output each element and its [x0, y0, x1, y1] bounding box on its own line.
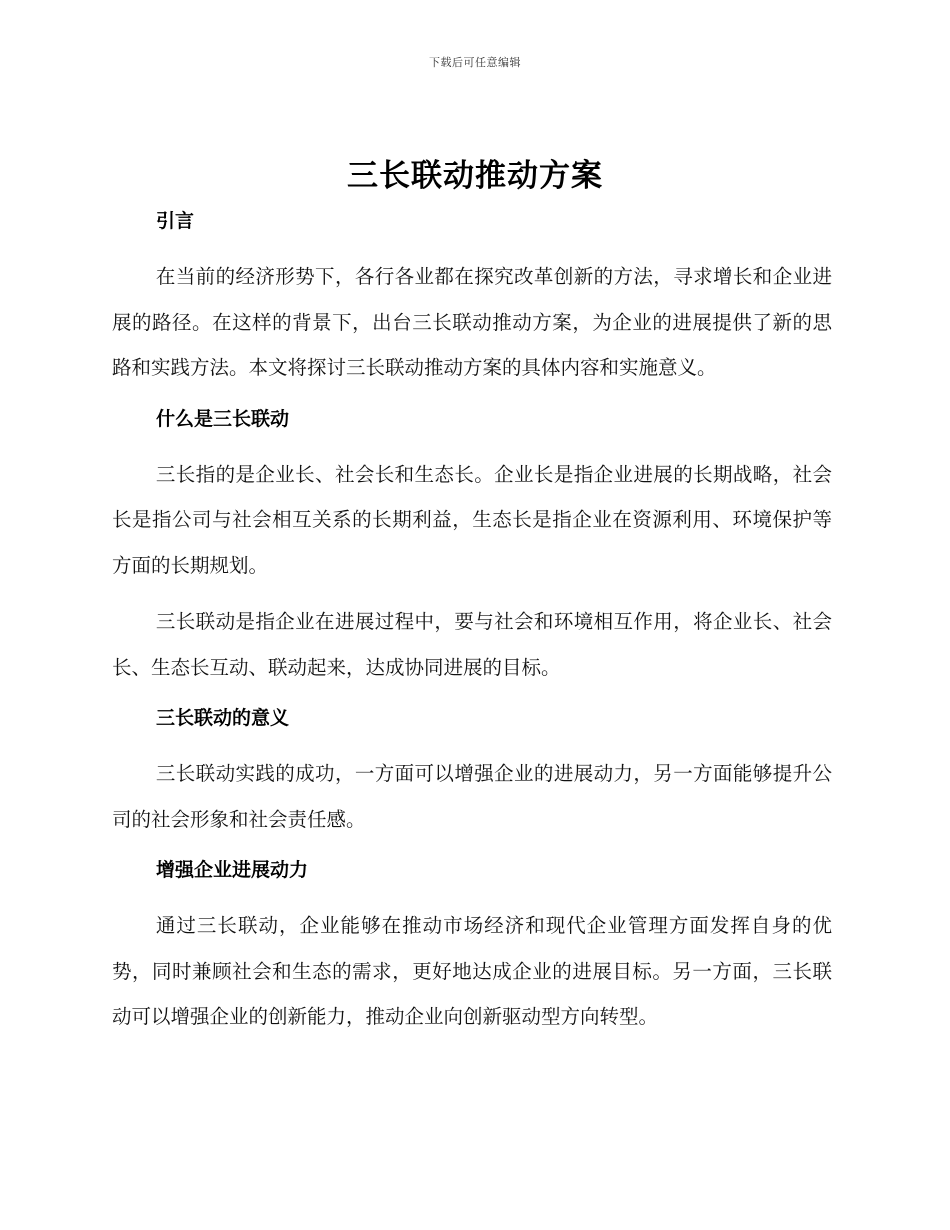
header-note: 下载后可任意编辑 [429, 56, 521, 69]
paragraph-introduction: 在当前的经济形势下，各行各业都在探究改革创新的方法，寻求增长和企业进展的路径。在这样的背景下，出台三长联动推动方案，为企业的进展提供了新的思路和实践方法。本文将探讨三长联动推动方案的具体内容和实施意义。 [112, 265, 832, 379]
section-heading-momentum: 增强企业进展动力 [156, 859, 309, 881]
paragraph-momentum: 通过三长联动，企业能够在推动市场经济和现代企业管理方面发挥自身的优势，同时兼顾社会和生态的需求，更好地达成企业的进展目标。另一方面，三长联动可以增强企业的创新能力，推动企业向创新驱动型方向转型。 [112, 914, 832, 1028]
document-title: 三长联动推动方案 [347, 158, 603, 194]
paragraph-definition-2: 三长联动是指企业在进展过程中，要与社会和环境相互作用，将企业长、社会长、生态长互动、联动起来，达成协同进展的目标。 [112, 610, 832, 679]
section-heading-introduction: 引言 [156, 210, 195, 232]
section-heading-definition: 什么是三长联动 [156, 407, 290, 430]
document-body [112, 205, 832, 1040]
section-heading-significance: 三长联动的意义 [156, 707, 290, 729]
paragraph-significance: 三长联动实践的成功，一方面可以增强企业的进展动力，另一方面能够提升公司的社会形象和社会责任感。 [112, 762, 832, 831]
paragraph-definition-1: 三长指的是企业长、社会长和生态长。企业长是指企业进展的长期战略，社会长是指公司与社会相互关系的长期利益，生态长是指企业在资源利用、环境保护等方面的长期规划。 [112, 462, 832, 577]
